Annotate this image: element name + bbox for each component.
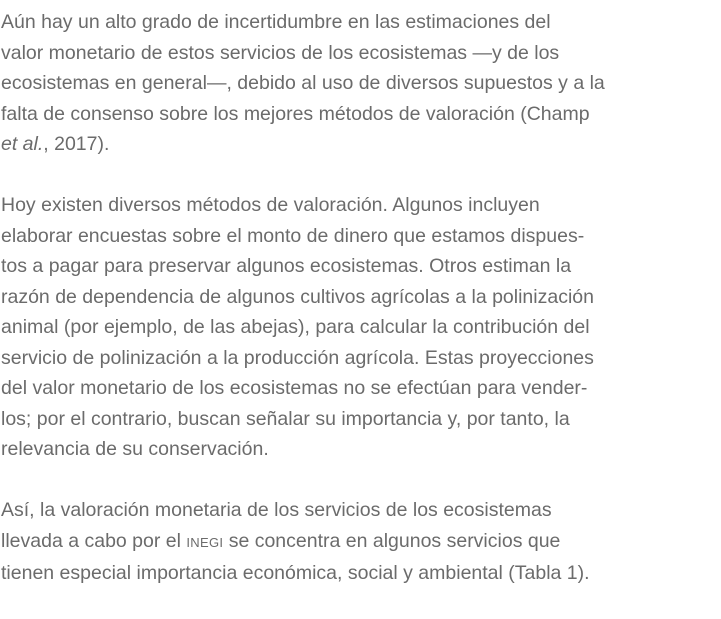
- text-line: tienen especial importancia económica, social y ambiental (Tabla 1).: [1, 562, 590, 584]
- text-line: servicio de polinización a la producción agrícola. Estas proyecciones: [1, 346, 594, 369]
- paragraph-inegi: [1, 495, 721, 589]
- text-line: elaborar encuestas sobre el monto de dinero que estamos dispues-: [1, 224, 585, 247]
- paragraph-valuation-methods: [1, 190, 721, 465]
- text-line: animal (por ejemplo, de las abejas), para calcular la contribución del: [1, 316, 590, 338]
- text-line: [1, 129, 721, 160]
- paragraph-uncertainty: [1, 7, 721, 160]
- document-body: [1, 7, 721, 619]
- text-line: del valor monetario de los ecosistemas no se efectúan para vender-: [1, 377, 588, 399]
- text-segment: se concentra en algunos servicios que: [223, 529, 561, 552]
- text-line: razón de dependencia de algunos cultivos agrícolas a la polinización: [1, 285, 594, 308]
- text-line: [1, 526, 721, 559]
- acronym-inegi: INEGI: [186, 534, 224, 550]
- text-line: Así, la valoración monetaria de los servicios de los ecosistemas: [1, 499, 552, 521]
- text-line: Hoy existen diversos métodos de valoración. Algunos incluyen: [1, 194, 540, 216]
- text-segment: llevada a cabo por el: [1, 529, 187, 552]
- text-line: ecosistemas en general—, debido al uso de diversos supuestos y a la: [1, 72, 605, 94]
- text-line: Aún hay un alto grado de incertidumbre en las estimaciones del: [1, 11, 551, 33]
- citation-et-al: et al.: [1, 133, 44, 155]
- text-line: falta de consenso sobre los mejores métodos de valoración (Champ: [1, 102, 590, 125]
- text-line: los; por el contrario, buscan señalar su importancia y, por tanto, la: [1, 407, 570, 430]
- text-line: relevancia de su conservación.: [1, 438, 269, 460]
- text-line: tos a pagar para preservar algunos ecosistemas. Otros estiman la: [1, 255, 572, 277]
- text-line: valor monetario de estos servicios de los ecosistemas —y de los: [1, 41, 560, 64]
- citation-year: , 2017).: [43, 133, 110, 155]
